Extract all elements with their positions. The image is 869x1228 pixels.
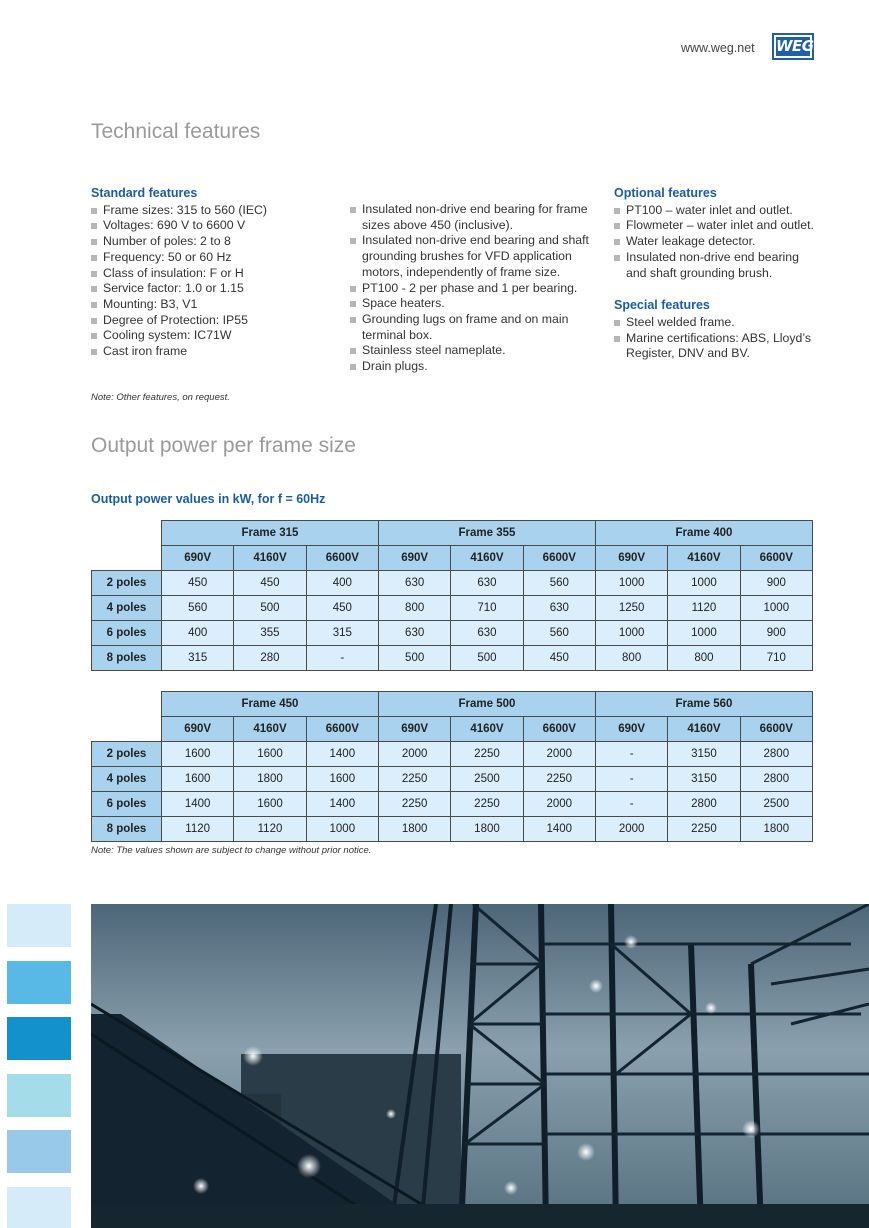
additional-features-column	[350, 202, 606, 375]
voltage-header: 6600V	[740, 717, 812, 742]
power-value-cell: 1600	[162, 742, 234, 767]
power-value-cell: 2800	[740, 767, 812, 792]
special-features-heading: Special features	[614, 298, 710, 313]
power-value-cell: 400	[162, 621, 234, 646]
power-value-cell: 630	[451, 571, 523, 596]
power-value-cell: -	[595, 742, 667, 767]
power-value-cell: 630	[451, 621, 523, 646]
power-value-cell: -	[595, 792, 667, 817]
power-value-cell: 2250	[668, 817, 740, 842]
voltage-header: 4160V	[234, 717, 306, 742]
power-value-cell: 2000	[378, 742, 450, 767]
pole-label: 8 poles	[92, 646, 162, 671]
power-value-cell: 1800	[451, 817, 523, 842]
table-row	[92, 596, 813, 621]
power-value-cell: 710	[451, 596, 523, 621]
industrial-plant-photo	[91, 904, 869, 1228]
table-corner	[92, 692, 162, 717]
frame-header: Frame 500	[378, 692, 595, 717]
list-item: Number of poles: 2 to 8	[91, 234, 341, 250]
power-value-cell: 1600	[306, 767, 378, 792]
list-item: Insulated non-drive end bearing for frame sizes above 450 (inclusive).	[350, 202, 606, 233]
power-value-cell: 2000	[523, 742, 595, 767]
table-corner	[92, 546, 162, 571]
list-item: Insulated non-drive end bearing and shaft grounding brushes for VFD application motors, independently of frame size.	[350, 233, 606, 280]
power-value-cell: 1000	[595, 621, 667, 646]
voltage-header: 4160V	[234, 546, 306, 571]
power-value-cell: 630	[523, 596, 595, 621]
power-value-cell: -	[306, 646, 378, 671]
weg-logo	[772, 33, 814, 60]
table-row	[92, 817, 813, 842]
power-value-cell: 2000	[523, 792, 595, 817]
power-value-cell: 1250	[595, 596, 667, 621]
pole-label: 4 poles	[92, 596, 162, 621]
table-body	[92, 571, 813, 671]
power-value-cell: 450	[162, 571, 234, 596]
list-item: PT100 - 2 per phase and 1 per bearing.	[350, 281, 606, 297]
power-value-cell: 1400	[523, 817, 595, 842]
voltage-header: 6600V	[306, 546, 378, 571]
table-row	[92, 742, 813, 767]
power-value-cell: 2250	[523, 767, 595, 792]
power-value-cell: 2500	[740, 792, 812, 817]
list-item: Degree of Protection: IP55	[91, 313, 341, 329]
color-swatch	[7, 1017, 71, 1060]
table-row	[92, 571, 813, 596]
additional-features-list	[350, 202, 606, 375]
industrial-plant-illustration	[91, 904, 869, 1228]
power-value-cell: 2500	[451, 767, 523, 792]
power-value-cell: 1600	[162, 767, 234, 792]
power-value-cell: 1120	[162, 817, 234, 842]
power-value-cell: 1000	[668, 621, 740, 646]
power-value-cell: 1600	[234, 792, 306, 817]
power-value-cell: 355	[234, 621, 306, 646]
pole-label: 2 poles	[92, 742, 162, 767]
power-value-cell: 2000	[595, 817, 667, 842]
pole-label: 6 poles	[92, 621, 162, 646]
website-url[interactable]: www.weg.net	[681, 41, 755, 55]
power-value-cell: 560	[523, 621, 595, 646]
power-value-cell: 1800	[378, 817, 450, 842]
power-value-cell: 630	[378, 621, 450, 646]
table-row	[92, 767, 813, 792]
power-value-cell: 900	[740, 571, 812, 596]
color-swatch	[7, 1130, 71, 1173]
voltage-header: 4160V	[668, 717, 740, 742]
list-item: Frequency: 50 or 60 Hz	[91, 250, 341, 266]
frame-header: Frame 560	[595, 692, 812, 717]
power-value-cell: 3150	[668, 767, 740, 792]
power-value-cell: 1400	[306, 742, 378, 767]
power-value-cell: 315	[306, 621, 378, 646]
power-value-cell: 3150	[668, 742, 740, 767]
list-item: PT100 – water inlet and outlet.	[614, 203, 814, 219]
list-item: Voltages: 690 V to 6600 V	[91, 218, 341, 234]
standard-features-list	[91, 203, 341, 360]
features-note: Note: Other features, on request.	[91, 392, 230, 403]
power-value-cell: 1000	[595, 571, 667, 596]
voltage-header: 690V	[162, 717, 234, 742]
color-swatch	[7, 1187, 71, 1228]
color-swatch	[7, 961, 71, 1004]
power-value-cell: 1800	[234, 767, 306, 792]
power-value-cell: 1400	[306, 792, 378, 817]
power-value-cell: 1120	[668, 596, 740, 621]
list-item: Drain plugs.	[350, 359, 606, 375]
power-value-cell: 900	[740, 621, 812, 646]
power-value-cell: 315	[162, 646, 234, 671]
power-value-cell: 280	[234, 646, 306, 671]
voltage-header: 690V	[595, 546, 667, 571]
special-features-list	[614, 315, 814, 362]
power-value-cell: 2250	[378, 767, 450, 792]
color-swatch	[7, 904, 71, 947]
list-item: Flowmeter – water inlet and outlet.	[614, 218, 814, 234]
power-value-cell: 1600	[234, 742, 306, 767]
table-corner	[92, 717, 162, 742]
optional-special-features-column	[614, 186, 814, 362]
output-power-table-2	[91, 691, 813, 842]
standard-features-heading: Standard features	[91, 186, 198, 200]
frame-header: Frame 315	[162, 521, 379, 546]
voltage-header: 6600V	[740, 546, 812, 571]
power-value-cell: 450	[306, 596, 378, 621]
frame-header: Frame 400	[595, 521, 812, 546]
power-value-cell: 1000	[668, 571, 740, 596]
list-item: Cooling system: IC71W	[91, 328, 341, 344]
voltage-header: 690V	[595, 717, 667, 742]
table-row	[92, 792, 813, 817]
power-value-cell: 1000	[740, 596, 812, 621]
power-value-cell: 2800	[740, 742, 812, 767]
power-value-cell: 450	[523, 646, 595, 671]
power-value-cell: -	[595, 767, 667, 792]
power-value-cell: 800	[378, 596, 450, 621]
optional-features-list	[614, 203, 814, 282]
list-item: Frame sizes: 315 to 560 (IEC)	[91, 203, 341, 219]
pole-label: 6 poles	[92, 792, 162, 817]
power-value-cell: 400	[306, 571, 378, 596]
standard-features-column	[91, 186, 341, 360]
frame-header: Frame 450	[162, 692, 379, 717]
list-item: Class of insulation: F or H	[91, 266, 341, 282]
pole-label: 4 poles	[92, 767, 162, 792]
table-row	[92, 621, 813, 646]
list-item: Space heaters.	[350, 296, 606, 312]
power-value-cell: 560	[523, 571, 595, 596]
power-value-cell: 1000	[306, 817, 378, 842]
optional-features-heading: Optional features	[614, 186, 717, 200]
power-value-cell: 630	[378, 571, 450, 596]
power-value-cell: 500	[234, 596, 306, 621]
voltage-header: 690V	[162, 546, 234, 571]
power-value-cell: 2800	[668, 792, 740, 817]
voltage-header: 690V	[378, 717, 450, 742]
list-item: Steel welded frame.	[614, 315, 814, 331]
power-value-cell: 2250	[451, 742, 523, 767]
power-value-cell: 1120	[234, 817, 306, 842]
output-power-subtitle: Output power values in kW, for f = 60Hz	[91, 492, 326, 506]
voltage-header: 6600V	[306, 717, 378, 742]
list-item: Service factor: 1.0 or 1.15	[91, 281, 341, 297]
color-swatch	[7, 1074, 71, 1117]
table-row	[92, 646, 813, 671]
list-item: Stainless steel nameplate.	[350, 343, 606, 359]
power-value-cell: 800	[668, 646, 740, 671]
power-value-cell: 2250	[378, 792, 450, 817]
power-value-cell: 1400	[162, 792, 234, 817]
power-value-cell: 500	[378, 646, 450, 671]
voltage-header: 4160V	[451, 717, 523, 742]
list-item: Water leakage detector.	[614, 234, 814, 250]
voltage-header: 6600V	[523, 717, 595, 742]
frame-header: Frame 355	[378, 521, 595, 546]
technical-features-title: Technical features	[91, 120, 261, 143]
power-value-cell: 500	[451, 646, 523, 671]
table-body	[92, 742, 813, 842]
list-item: Cast iron frame	[91, 344, 341, 360]
pole-label: 8 poles	[92, 817, 162, 842]
table-corner	[92, 521, 162, 546]
output-power-title: Output power per frame size	[91, 434, 356, 457]
list-item: Marine certifications: ABS, Lloyd’s Register, DNV and BV.	[614, 331, 814, 362]
power-value-cell: 560	[162, 596, 234, 621]
voltage-header: 6600V	[523, 546, 595, 571]
power-value-cell: 710	[740, 646, 812, 671]
voltage-header: 4160V	[668, 546, 740, 571]
pole-label: 2 poles	[92, 571, 162, 596]
voltage-header: 690V	[378, 546, 450, 571]
output-power-table-1	[91, 520, 813, 671]
list-item: Mounting: B3, V1	[91, 297, 341, 313]
table-note: Note: The values shown are subject to change without prior notice.	[91, 845, 372, 856]
power-value-cell: 800	[595, 646, 667, 671]
weg-logo-text: WEG	[776, 37, 814, 55]
power-value-cell: 1800	[740, 817, 812, 842]
list-item: Insulated non-drive end bearing and shaft grounding brush.	[614, 250, 814, 281]
power-value-cell: 2250	[451, 792, 523, 817]
voltage-header: 4160V	[451, 546, 523, 571]
list-item: Grounding lugs on frame and on main terminal box.	[350, 312, 606, 343]
power-value-cell: 450	[234, 571, 306, 596]
